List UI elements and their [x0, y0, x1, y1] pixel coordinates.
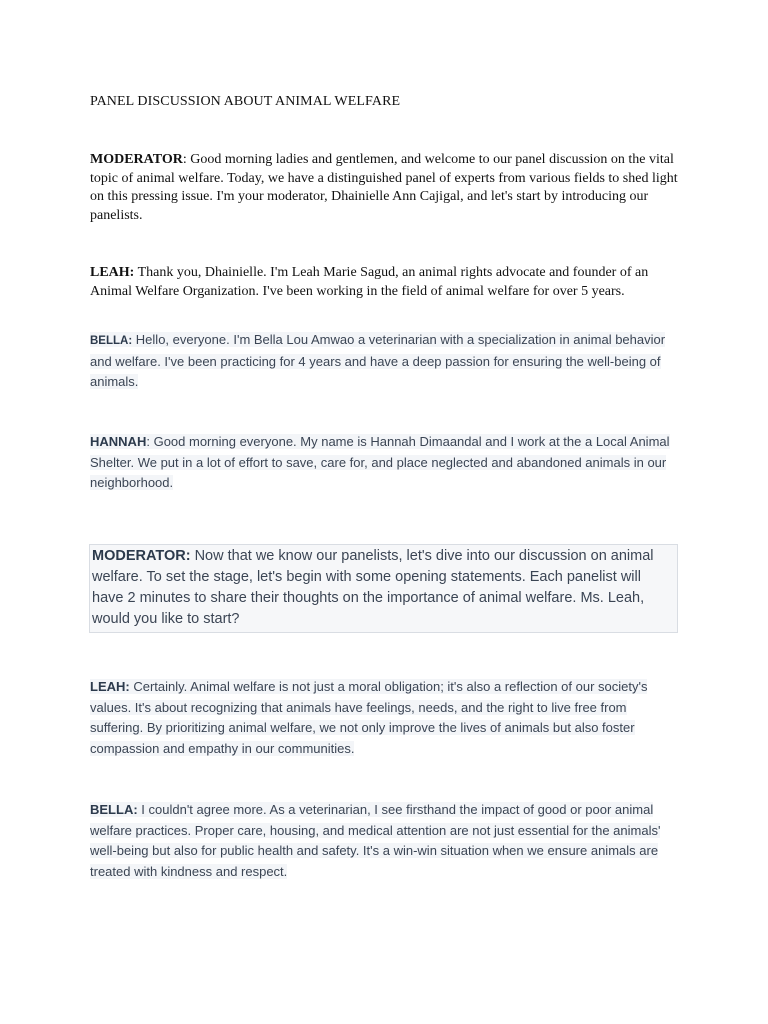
- speaker-label: LEAH:: [90, 679, 130, 694]
- leah-statement-paragraph: [90, 677, 678, 759]
- paragraph-text: Good morning everyone. My name is Hannah Dimaandal and I work at the a Local Animal Shelter. We put in a lot of effort to save, care for, and place neglected and abandoned animals in our neighborhood.: [90, 434, 670, 490]
- paragraph-text: Thank you, Dhainielle. I'm Leah Marie Sagud, an animal rights advocate and founder of an Animal Welfare Organization. I've been working in the field of animal welfare for over 5 years.: [90, 265, 649, 299]
- paragraph-text: Now that we know our panelists, let's dive into our discussion on animal welfare. To set the stage, let's begin with some opening statements. Each panelist will have 2 minutes to share their thoughts on the importance of animal welfare. Ms. Leah, would you like to start?: [92, 548, 654, 627]
- paragraph-text: Good morning ladies and gentlemen, and welcome to our panel discussion on the vital topic of animal welfare. Today, we have a distinguished panel of experts from various fields to shed light on this pressing issue. I'm your moderator, Dhainielle Ann Cajigal, and let's start by introducing our panelists.: [90, 152, 678, 223]
- speaker-label: BELLA:: [90, 802, 138, 817]
- paragraph-text: I couldn't agree more. As a veterinarian, I see firsthand the impact of good or poor animal welfare practices. Proper care, housing, and medical attention are not just essential for the animals' well-being but also for public health and safety. It's a win-win situation when we ensure animals are treated with kindness and respect.: [90, 802, 661, 879]
- hannah-intro-paragraph: [90, 432, 678, 494]
- leah-intro-paragraph: [90, 264, 678, 301]
- bella-intro-paragraph: [90, 330, 678, 393]
- speaker-separator: :: [182, 152, 191, 167]
- moderator-intro-paragraph: [90, 151, 678, 225]
- paragraph-text: Certainly. Animal welfare is not just a moral obligation; it's also a reflection of our society's values. It's about recognizing that animals have feelings, needs, and the right to live free from suffering. By prioritizing animal welfare, we not only improve the lives of animals but also foster compassion and empathy in our communities.: [90, 679, 648, 756]
- speaker-label: BELLA:: [90, 335, 133, 347]
- speaker-label: MODERATOR:: [92, 548, 191, 564]
- moderator-opening-box: [89, 544, 678, 633]
- speaker-label: LEAH:: [90, 265, 135, 280]
- paragraph-text: Hello, everyone. I'm Bella Lou Amwao a veterinarian with a specialization in animal behavior and welfare. I've been practicing for 4 years and have a deep passion for ensuring the well-being of animals.: [90, 332, 666, 389]
- document-title: PANEL DISCUSSION ABOUT ANIMAL WELFARE: [90, 94, 401, 109]
- speaker-separator: :: [146, 434, 154, 449]
- speaker-label: HANNAH: [90, 434, 147, 449]
- speaker-label: MODERATOR: [90, 152, 183, 167]
- bella-statement-paragraph: [90, 800, 678, 882]
